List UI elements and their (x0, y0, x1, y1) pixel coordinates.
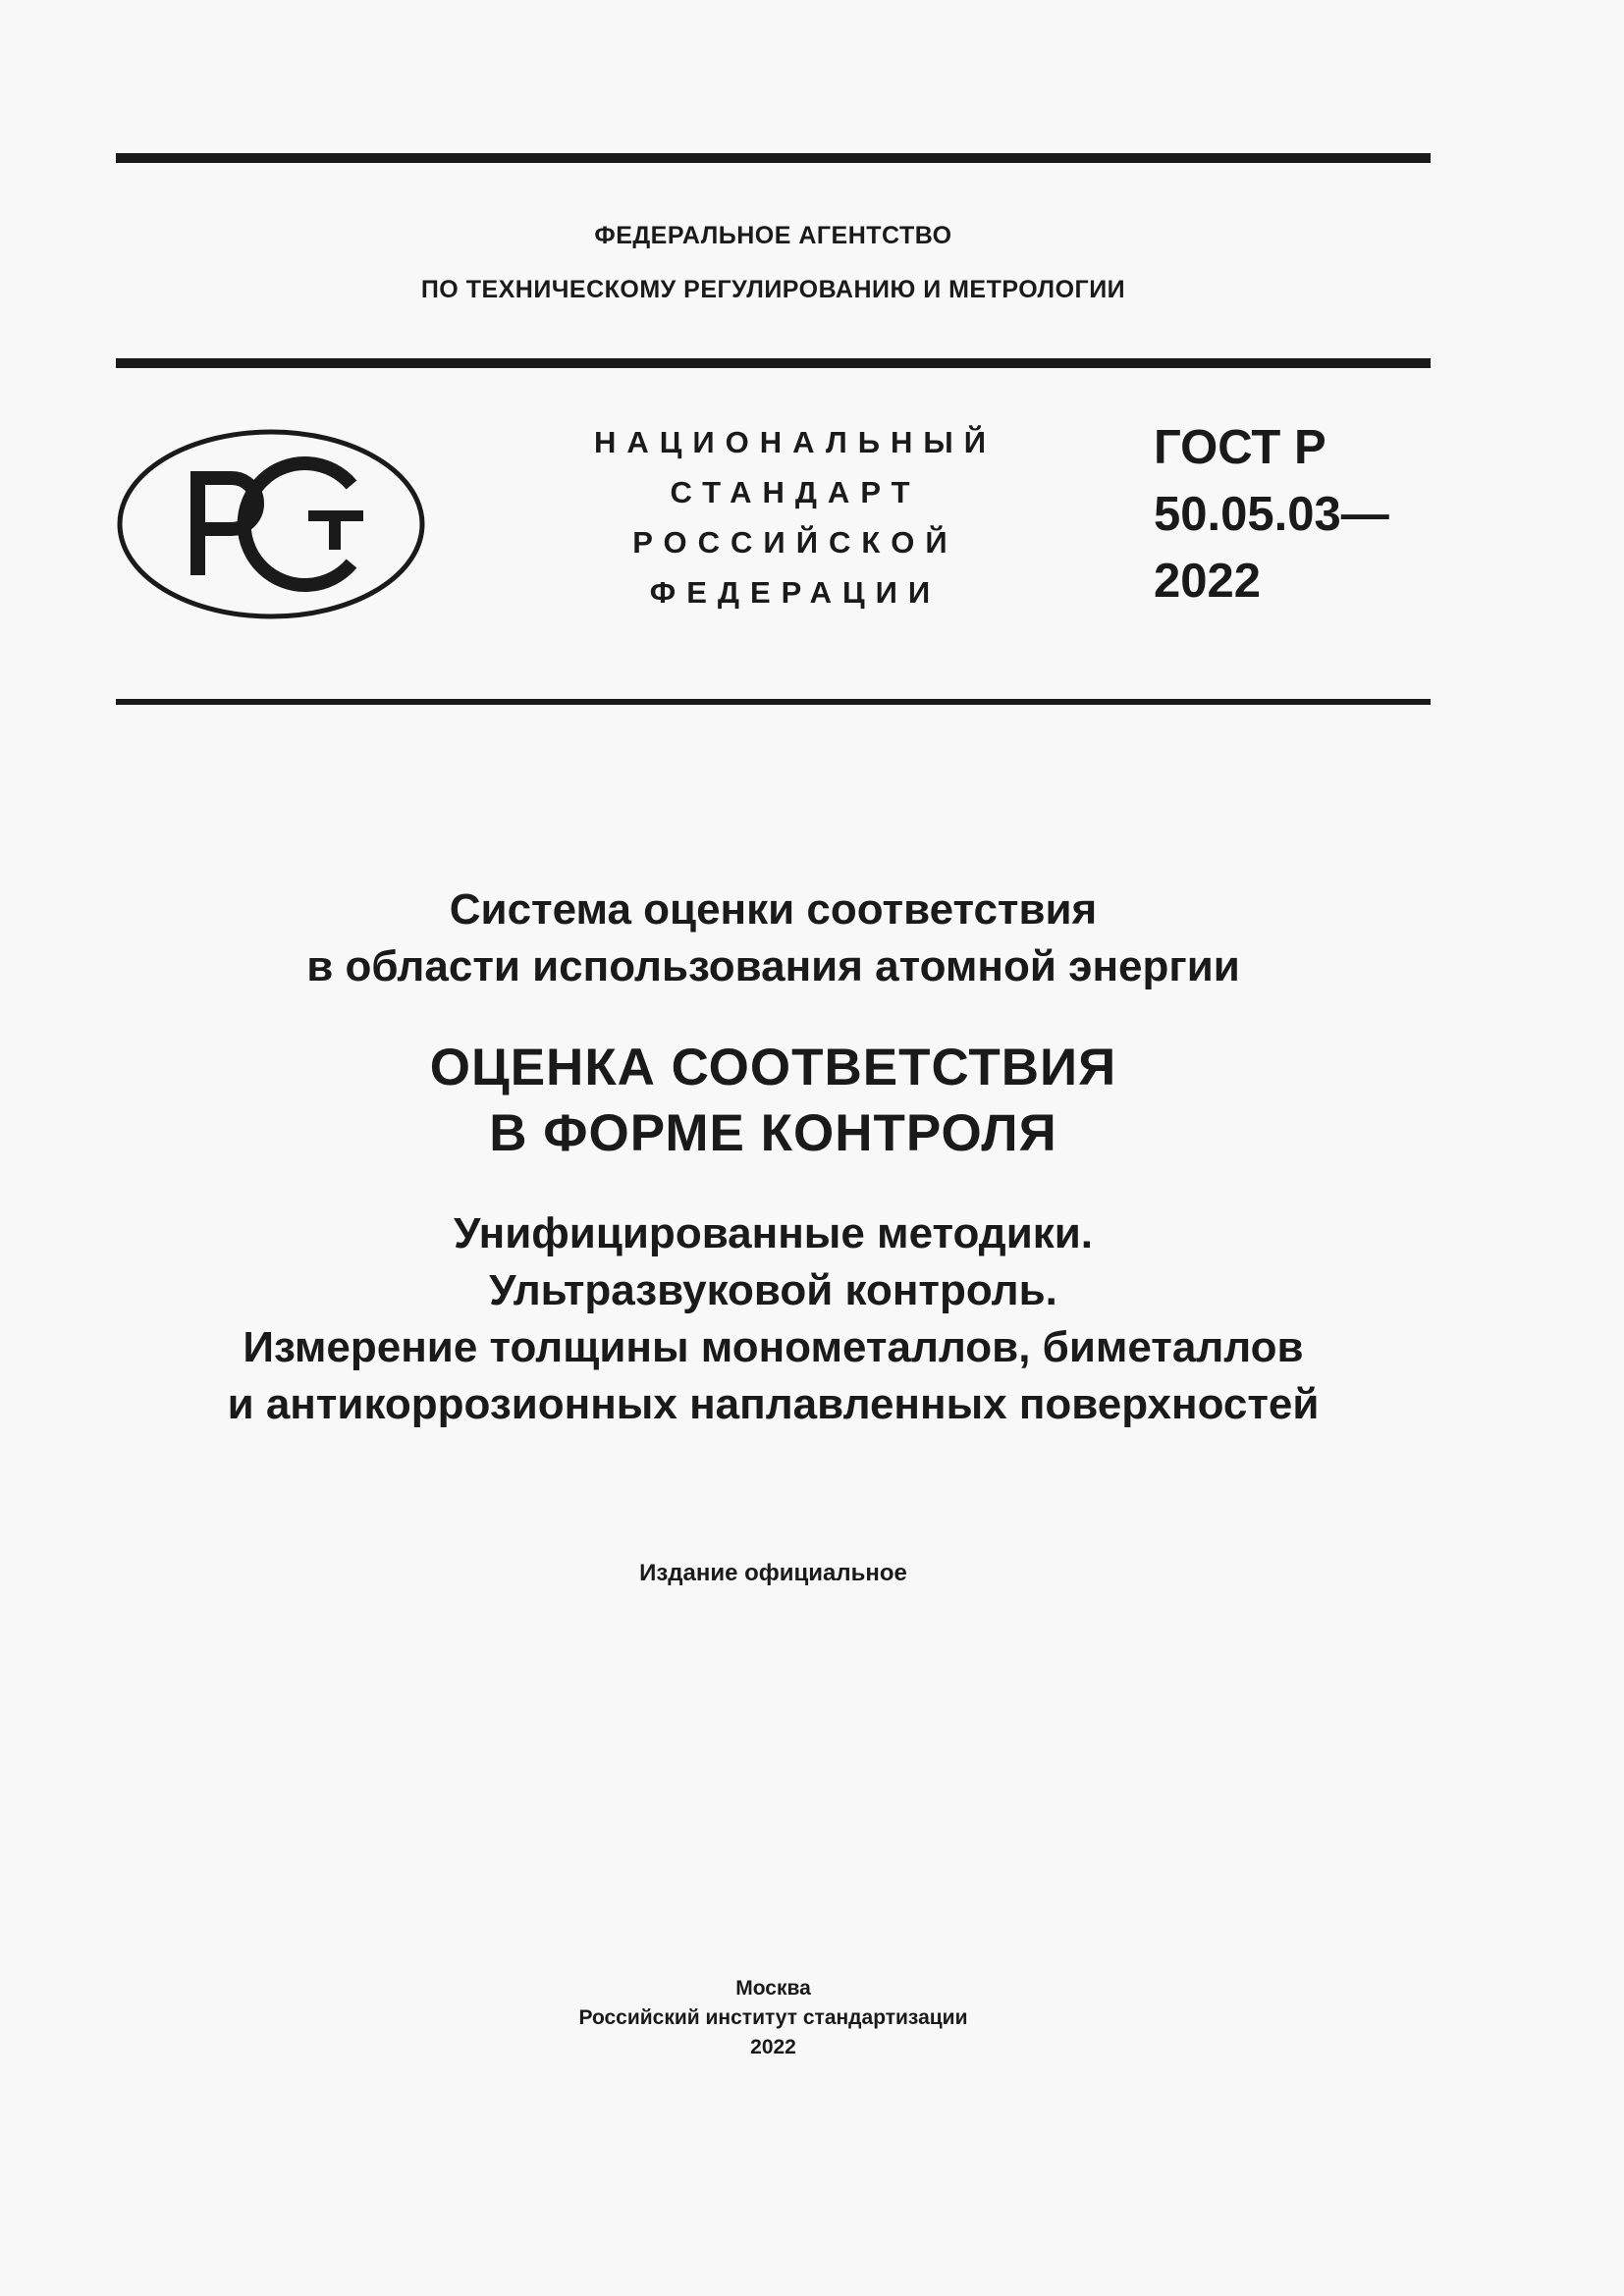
document-title-line-2: В ФОРМЕ КОНТРОЛЯ (489, 1104, 1057, 1162)
imprint (116, 1974, 1431, 2062)
imprint-city: Москва (735, 1977, 811, 2000)
designation-line-2: 50.05.03— (1154, 488, 1389, 541)
document-subtitle-line-4: и антикоррозионных наплавленных поверхностей (227, 1380, 1320, 1428)
rst-logo-icon (116, 428, 426, 620)
standard-type-line-4: ФЕДЕРАЦИИ (649, 575, 942, 610)
designation-line-3: 2022 (1154, 555, 1262, 608)
middle-rule (116, 358, 1431, 368)
document-title-line-1: ОЦЕНКА СООТВЕТСТВИЯ (429, 1039, 1117, 1096)
agency-name-line-1: ФЕДЕРАЛЬНОЕ АГЕНТСТВО (594, 222, 952, 249)
imprint-year: 2022 (750, 2036, 796, 2058)
top-rule (116, 153, 1431, 163)
series-title (116, 881, 1431, 995)
edition-note: Издание официальное (639, 1560, 907, 1586)
bottom-rule (116, 699, 1431, 705)
series-title-line-1: Система оценки соответствия (449, 885, 1098, 934)
standard-type-line-3: РОССИЙСКОЙ (632, 525, 958, 560)
document-subtitle (116, 1205, 1431, 1433)
series-title-line-2: в области использования атомной энергии (306, 942, 1240, 990)
agency-name-line-2: ПО ТЕХНИЧЕСКОМУ РЕГУЛИРОВАНИЮ И МЕТРОЛОГИИ (420, 276, 1126, 303)
document-subtitle-line-1: Унифицированные методики. (453, 1209, 1094, 1257)
document-title (116, 1035, 1431, 1166)
document-subtitle-line-3: Измерение толщины монометаллов, биметаллов (243, 1323, 1304, 1371)
imprint-publisher: Российский институт стандартизации (578, 2006, 968, 2029)
document-subtitle-line-2: Ультразвуковой контроль. (489, 1266, 1057, 1314)
standard-type-line-1: НАЦИОНАЛЬНЫЙ (593, 425, 998, 459)
standard-type-line-2: СТАНДАРТ (670, 475, 921, 509)
designation-line-1: ГОСТ Р (1154, 421, 1326, 474)
